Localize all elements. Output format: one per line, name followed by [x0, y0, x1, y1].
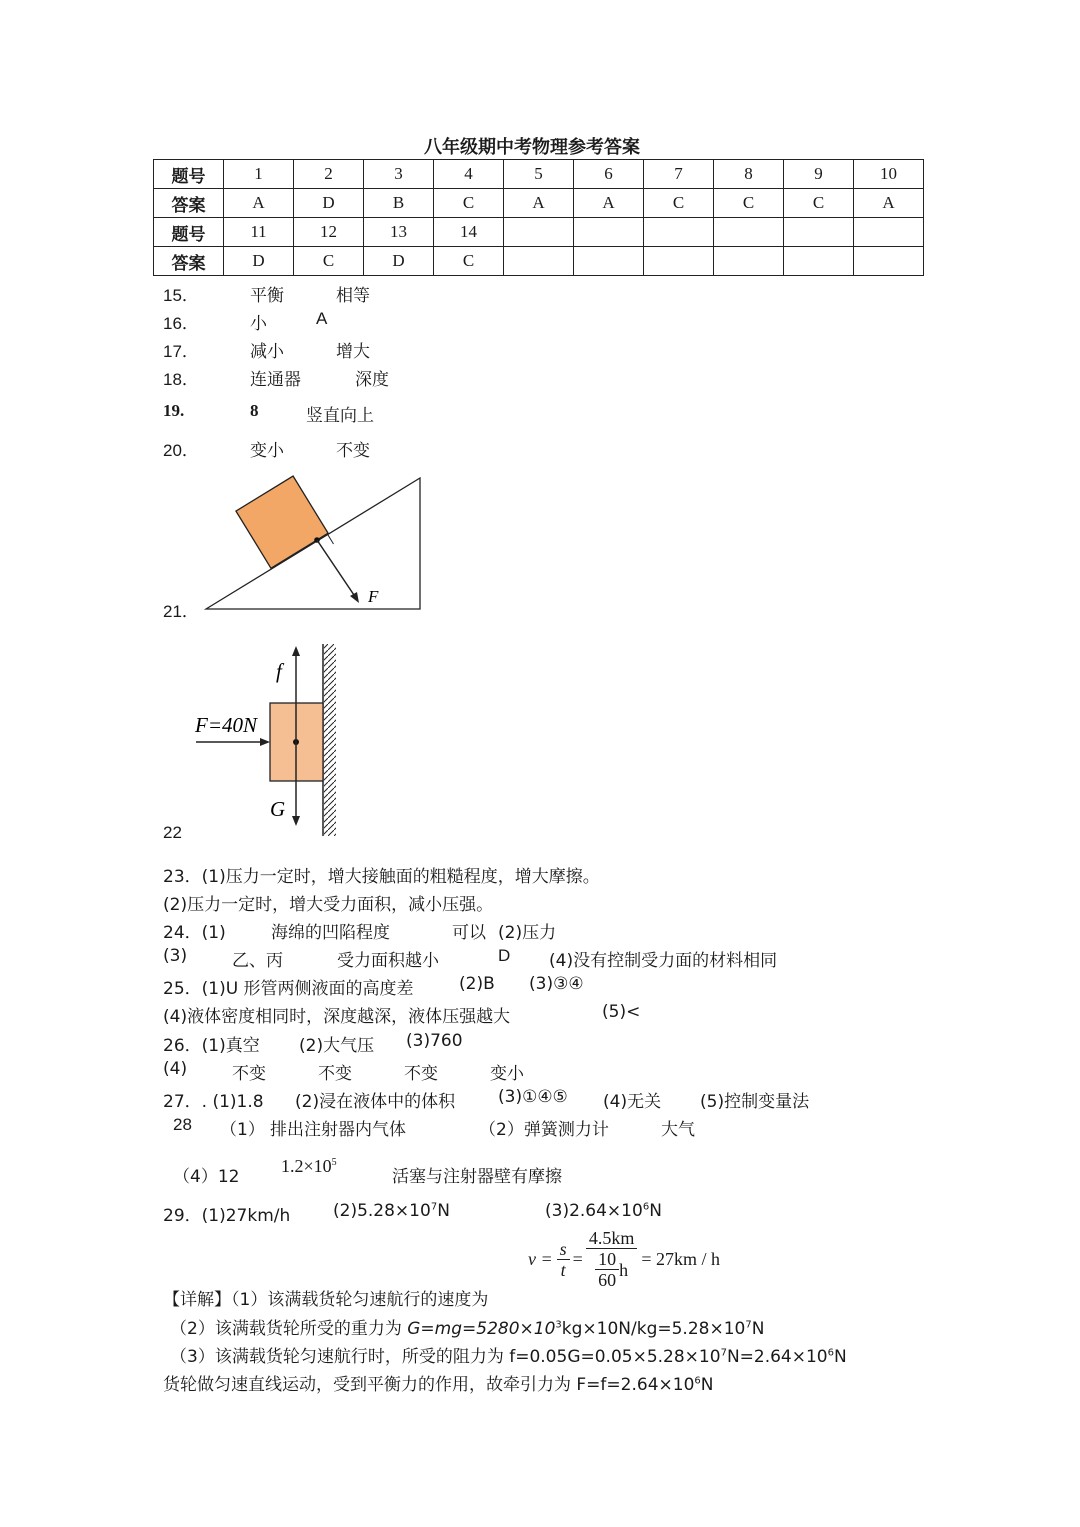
q28-number: 28 — [173, 1115, 192, 1134]
q16-answer-b: A — [316, 309, 328, 328]
q27-answer-c: (3)①④⑤ — [498, 1087, 568, 1107]
table-cell — [504, 247, 574, 276]
formula-main-fraction: 4.5km $\frac{10}{60}$ h — [586, 1228, 638, 1290]
q28-l2-answer-b: $1.2\times 10^5$ — [281, 1156, 337, 1176]
table-cell: C — [644, 189, 714, 218]
gravity-arrowhead — [292, 816, 300, 826]
q25-l1-answer-c: (3)③④ — [529, 974, 584, 994]
q24-l2-num: (3) — [163, 946, 188, 966]
q29-answer-b: $(2)5.28\times 10^7N$ — [333, 1201, 450, 1221]
q25-l1-answer-a: 25．(1)U 形管两侧液面的高度差 — [163, 979, 414, 999]
table-cell — [504, 218, 574, 247]
q24-l2-answer-b: 受力面积越小 — [337, 951, 439, 971]
table-cell: A — [854, 189, 924, 218]
table-cell: 7 — [644, 160, 714, 189]
table-cell: 4 — [434, 160, 504, 189]
q17-answer-b: 增大 — [336, 342, 370, 362]
detail-line-3: （3）该满载货轮匀速航行时，所受的阻力为 $f=0.05G=0.05\times 5.28\times 10^7N=2.64\times 10^6N$ — [170, 1347, 847, 1367]
q15-answer-a: 平衡 — [250, 286, 284, 306]
incline-triangle — [206, 478, 420, 609]
table-cell: 11 — [224, 218, 294, 247]
table-cell: 8 — [714, 160, 784, 189]
table-row — [154, 247, 924, 276]
q23-line-2: (2)压力一定时，增大受力面积，减小压强。 — [163, 895, 494, 915]
q24-l1-answer-c: (2)压力 — [498, 923, 557, 943]
table-cell: B — [364, 189, 434, 218]
q22-number: 22 — [163, 823, 182, 842]
table-cell: C — [294, 247, 364, 276]
table-cell — [714, 247, 784, 276]
q28-l2-answer-c: 活塞与注射器壁有摩擦 — [392, 1167, 562, 1187]
q27-answer-b: (2)浸在液体中的体积 — [295, 1092, 456, 1112]
table-cell: A — [504, 189, 574, 218]
q27-answer-e: (5)控制变量法 — [700, 1092, 810, 1112]
q27-answer-a: 27．. (1)1.8 — [163, 1092, 264, 1112]
table-cell — [854, 218, 924, 247]
q16-answer-a: 小 — [250, 314, 267, 334]
table-cell — [854, 247, 924, 276]
table-cell: D — [294, 189, 364, 218]
force-arrowhead — [350, 592, 359, 603]
friction-arrowhead — [292, 646, 300, 656]
table-cell — [644, 218, 714, 247]
q20-answer-a: 变小 — [250, 441, 284, 461]
page-title: 八年级期中考物理参考答案 — [424, 137, 640, 158]
q18-answer-b: 深度 — [355, 370, 389, 390]
table-cell: C — [434, 247, 504, 276]
table-cell: 12 — [294, 218, 364, 247]
table-cell: 10 — [854, 160, 924, 189]
table-cell: 13 — [364, 218, 434, 247]
q24-l2-answer-d: (4)没有控制受力面的材料相同 — [549, 951, 778, 971]
table-cell — [714, 218, 784, 247]
q20-answer-b: 不变 — [336, 441, 370, 461]
q17-number: 17． — [163, 342, 199, 361]
q15-answer-b: 相等 — [336, 286, 370, 306]
q15-number: 15． — [163, 286, 199, 305]
q19-number: 19. — [163, 401, 185, 420]
q28-l1-answer-c: 大气 — [661, 1120, 695, 1140]
formula-v: v = — [528, 1248, 553, 1269]
incline-force-diagram — [200, 468, 430, 616]
table-cell — [574, 247, 644, 276]
q24-l1-answer-b: 可以 — [452, 923, 486, 943]
formula-s-over-t: $\frac{s}{t}$ — [557, 1239, 570, 1280]
table-cell: 2 — [294, 160, 364, 189]
q26-l2-answer-d: 变小 — [490, 1064, 524, 1084]
q23-line-1: 23．(1)压力一定时，增大接触面的粗糙程度，增大摩擦。 — [163, 867, 600, 887]
detail-line-2: （2）该满载货轮所受的重力为 $G=mg=5280\times 10^3kg\times 10N/kg=5.28\times 10^7N$ — [170, 1319, 765, 1339]
q26-l2-answer-b: 不变 — [318, 1064, 352, 1084]
table-cell: A — [574, 189, 644, 218]
q25-l2-answer-a: (4)液体密度相同时，深度越深，液体压强越大 — [163, 1007, 511, 1027]
wall-hatching — [324, 644, 336, 836]
q28-l2-answer-a: （4）12 — [173, 1167, 240, 1187]
q19-answer-a: 8 — [250, 401, 259, 420]
q26-l1-answer-a: 26．(1)真空 — [163, 1036, 260, 1056]
detail-line-4: 货轮做匀速直线运动，受到平衡力的作用，故牵引力为 $F=f=2.64\times 10^6N$ — [163, 1375, 714, 1395]
table-cell — [784, 247, 854, 276]
q25-l1-answer-b: (2)B — [459, 974, 495, 994]
table-cell: 5 — [504, 160, 574, 189]
q26-l1-answer-c: (3)760 — [406, 1031, 463, 1051]
table-cell: 1 — [224, 160, 294, 189]
table-cell: 9 — [784, 160, 854, 189]
q24-l2-answer-c: D — [498, 946, 511, 965]
table-cell: 6 — [574, 160, 644, 189]
table-row — [154, 160, 924, 189]
push-arrowhead — [260, 738, 270, 746]
q29-answer-a: 29．(1)27km/h — [163, 1206, 291, 1226]
q24-l2-answer-a: 乙、丙 — [232, 951, 283, 971]
q18-number: 18． — [163, 370, 199, 389]
table-cell — [784, 218, 854, 247]
q18-answer-a: 连通器 — [250, 370, 301, 390]
q16-number: 16． — [163, 314, 199, 333]
q24-l1-answer-a: 海绵的凹陷程度 — [271, 923, 390, 943]
q24-l1-num: 24．(1) — [163, 923, 226, 943]
detail-line-1: 【详解】（1）该满载货轮匀速航行的速度为 — [163, 1290, 489, 1310]
table-cell: C — [714, 189, 784, 218]
table-cell: D — [364, 247, 434, 276]
force-label: F — [368, 587, 379, 606]
q25-l2-answer-b: (5)< — [602, 1002, 641, 1022]
table-row — [154, 189, 924, 218]
table-cell: C — [784, 189, 854, 218]
table-cell — [574, 218, 644, 247]
q19-answer-b: 竖直向上 — [306, 406, 374, 426]
friction-label: f — [276, 659, 282, 683]
q26-l2-answer-c: 不变 — [404, 1064, 438, 1084]
answer-table — [153, 159, 924, 276]
q28-l1-answer-a: 排出注射器内气体 — [270, 1120, 406, 1140]
gravity-label: G — [270, 797, 286, 821]
speed-formula: v = $\frac{s}{t}$ = 4.5km $\frac{10}{60}$ h = 27km / h — [528, 1228, 720, 1290]
answer-label: 答案 — [154, 247, 224, 276]
force-arrow-line — [317, 540, 356, 598]
table-row — [154, 218, 924, 247]
table-cell: 3 — [364, 160, 434, 189]
q26-l2-num: (4) — [163, 1059, 188, 1079]
q28-l1-answer-b: （2）弹簧测力计 — [479, 1120, 609, 1140]
table-cell: C — [434, 189, 504, 218]
q17-answer-a: 减小 — [250, 342, 284, 362]
table-cell: D — [224, 247, 294, 276]
q26-l1-answer-b: (2)大气压 — [299, 1036, 375, 1056]
wall-force-diagram — [190, 638, 350, 840]
header-label: 题号 — [154, 218, 224, 247]
table-cell: A — [224, 189, 294, 218]
answer-label: 答案 — [154, 189, 224, 218]
q20-number: 20． — [163, 441, 199, 460]
table-cell — [644, 247, 714, 276]
q29-answer-c: $(3)2.64\times 10^6N$ — [545, 1201, 662, 1221]
q27-answer-d: (4)无关 — [603, 1092, 662, 1112]
q28-l1-part: （1） — [220, 1120, 265, 1140]
block-on-incline — [236, 476, 328, 568]
q26-l2-answer-a: 不变 — [232, 1064, 266, 1084]
table-cell: 14 — [434, 218, 504, 247]
push-force-label: F=40N — [195, 713, 258, 737]
header-label: 题号 — [154, 160, 224, 189]
q21-number: 21． — [163, 602, 199, 621]
